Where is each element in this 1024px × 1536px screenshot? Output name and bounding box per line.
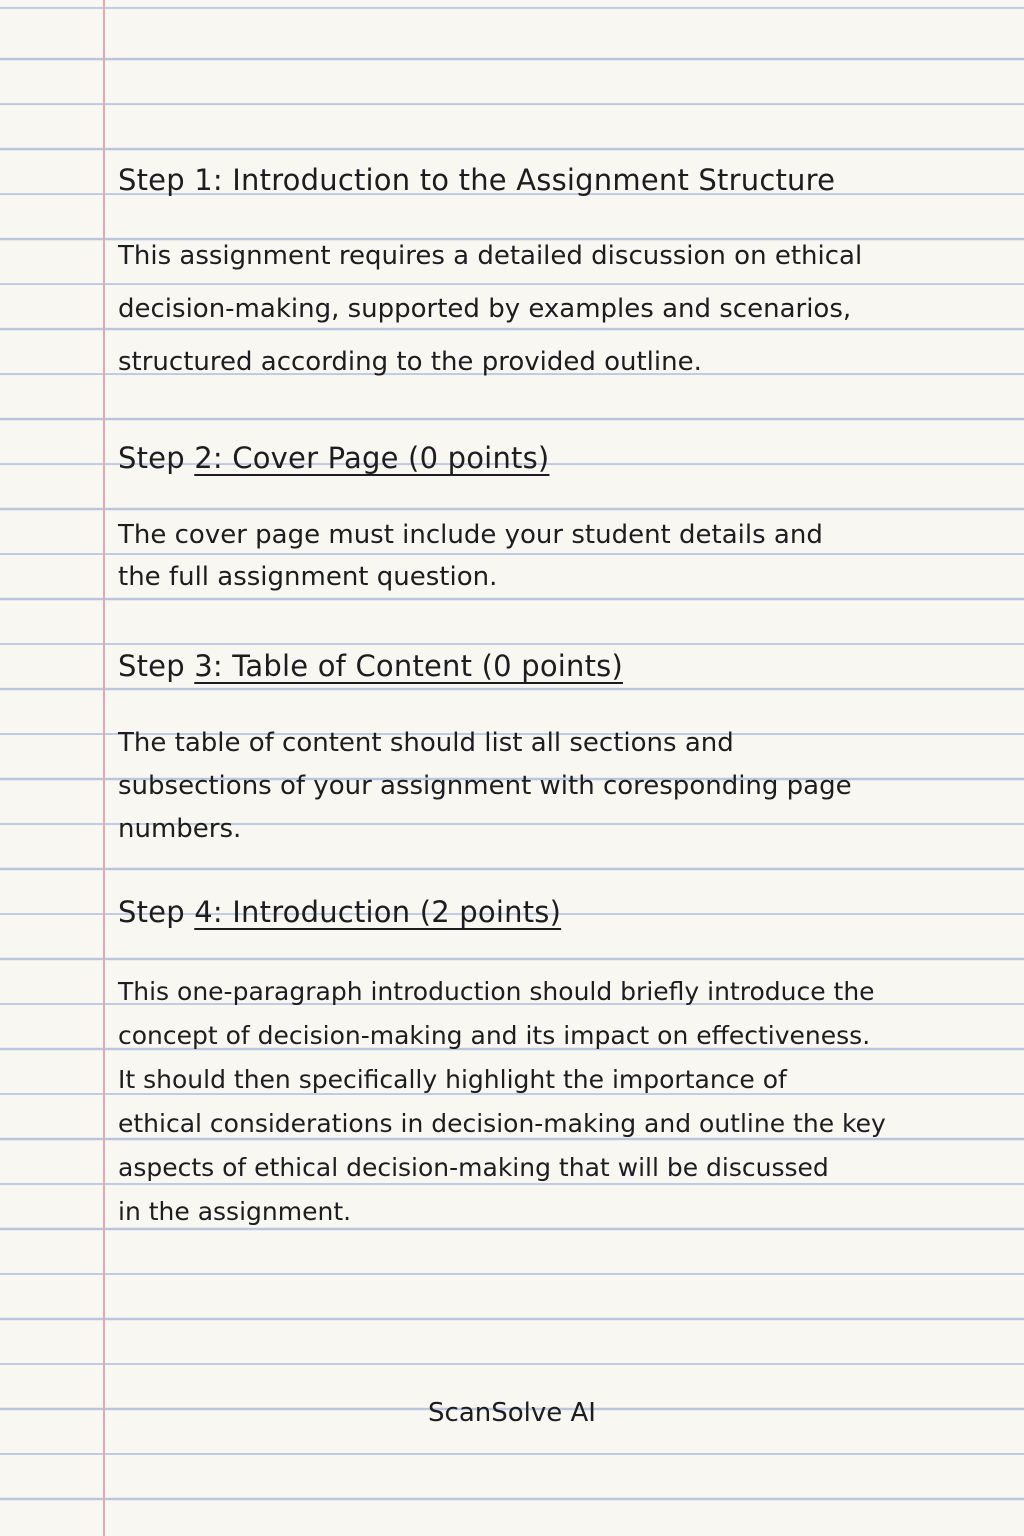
step-3-prefix: Step (118, 649, 195, 683)
step-2-heading (118, 440, 549, 476)
step-1-line-1: This assignment requires a detailed discussion on ethical (118, 241, 863, 271)
step-2-line-2: the full assignment question. (118, 562, 498, 592)
step-1-line-2: decision-making, supported by examples and scenarios, (118, 294, 852, 324)
step-3-line-3: numbers. (118, 814, 242, 844)
step-1-heading (118, 162, 835, 198)
step-3-body (118, 722, 852, 851)
step-4-prefix: Step (118, 895, 195, 929)
step-3-line-2: subsections of your assignment with coresponding page (118, 771, 852, 801)
step-4-line-6: in the assignment. (118, 1197, 352, 1226)
watermark-text: ScanSolve AI (428, 1398, 596, 1428)
step-2-body (118, 514, 823, 598)
step-2-prefix: Step (118, 441, 195, 475)
step-1-body (118, 230, 862, 389)
step-4-heading (118, 894, 561, 930)
margin-line (103, 0, 105, 1536)
step-3-title: 3: Table of Content (0 points) (194, 649, 623, 683)
step-4-line-3: It should then specifically highlight the importance of (118, 1065, 787, 1094)
step-3-heading (118, 648, 623, 684)
step-2-title: 2: Cover Page (0 points) (194, 441, 550, 475)
step-1-line-3: structured according to the provided outline. (118, 347, 702, 377)
step-4-line-2: concept of decision-making and its impact on effectiveness. (118, 1021, 871, 1050)
step-4-line-1: This one-paragraph introduction should briefly introduce the (118, 977, 875, 1006)
step-3-line-1: The table of content should list all sections and (118, 728, 734, 758)
step-1-prefix: Step 1: (118, 163, 233, 197)
step-4-title: 4: Introduction (2 points) (194, 895, 562, 929)
step-2-line-1: The cover page must include your student details and (118, 520, 823, 550)
step-4-line-4: ethical considerations in decision-making and outline the key (118, 1109, 886, 1138)
step-4-body (118, 970, 886, 1234)
step-1-title: Introduction to the Assignment Structure (232, 163, 836, 197)
step-4-line-5: aspects of ethical decision-making that will be discussed (118, 1153, 829, 1182)
